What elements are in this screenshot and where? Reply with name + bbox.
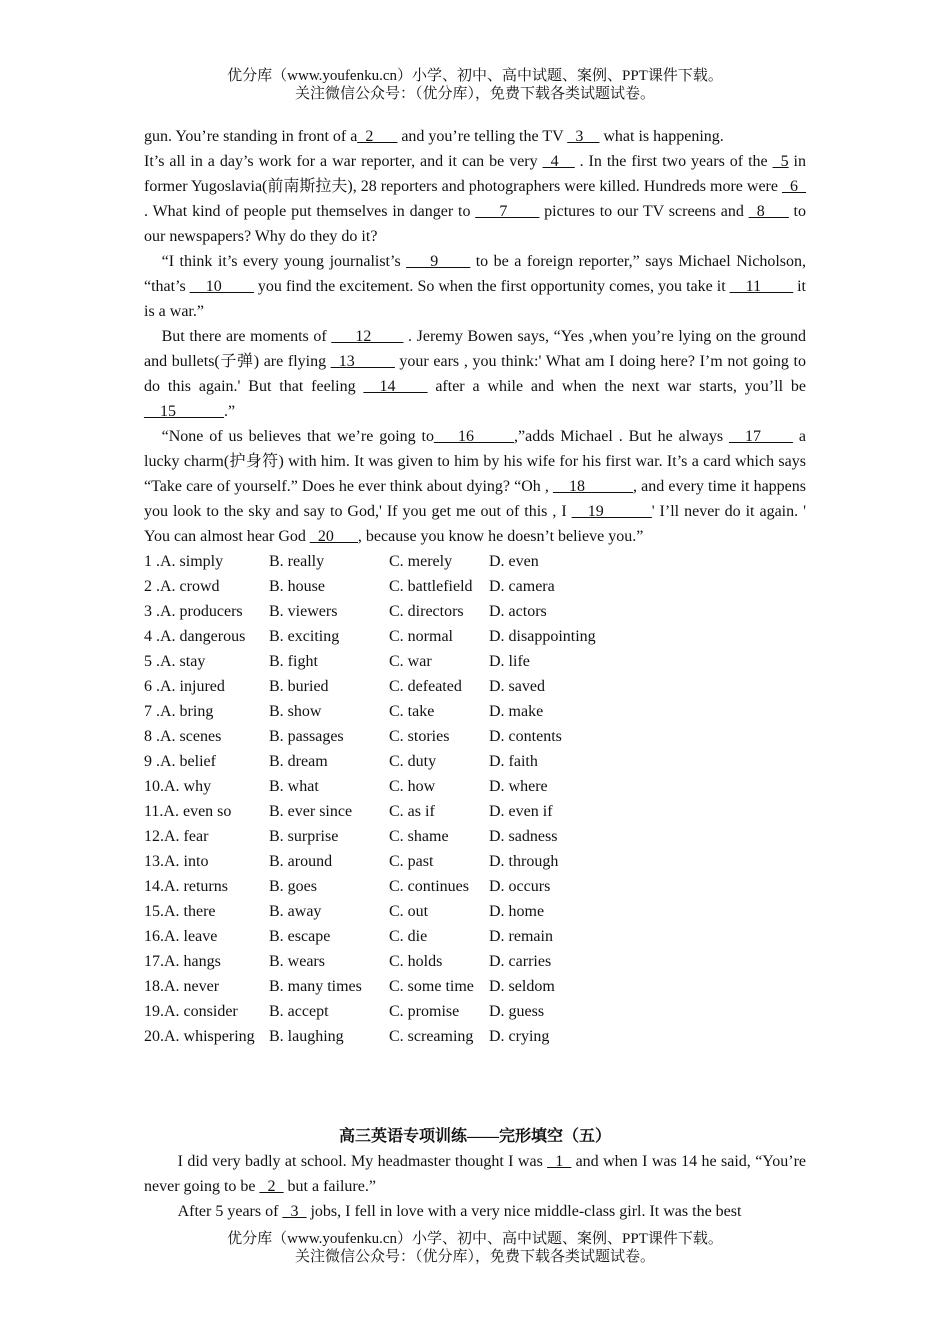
option-b: B. fight (269, 653, 318, 670)
option-a: 8 .A. scenes (144, 728, 222, 745)
option-a: 15.A. there (144, 903, 216, 920)
section-title: 高三英语专项训练——完形填空（五） (338, 1128, 611, 1145)
option-a: 13.A. into (144, 853, 209, 870)
option-d: D. remain (489, 928, 553, 945)
option-row (144, 949, 806, 974)
option-c: C. promise (389, 1003, 460, 1020)
s2-blank-3: _3_ (282, 1203, 307, 1220)
option-c: C. duty (389, 753, 437, 770)
blank-9: ___9____ (406, 253, 471, 270)
option-b: B. what (269, 778, 319, 795)
passage-paragraph-5: “None of us believes that we’re going to___16_____,”adds Michael . But he always __17____ a lucky charm(护身符) with him. It was given to him by his wife for his first war. It’s a card which says “Take care of yourself.” Does he ever think about dying? “Oh , __18______, and every time it happens you look to the sky and say to God,' If you get me out of this , I __19______' I’ll never do it again. ' You can almost hear God _20___, because you know he doesn’t believe you.” (144, 428, 807, 545)
option-d: D. seldom (489, 978, 555, 995)
option-d: D. disappointing (489, 628, 596, 645)
option-c: C. some time (389, 978, 474, 995)
option-row (144, 674, 806, 699)
option-d: D. through (489, 853, 559, 870)
blank-7: ___7____ (475, 203, 540, 220)
option-c: C. out (389, 903, 429, 920)
header-line-1: 优分库（www.youfenku.cn）小学、初中、高中试题、案例、PPT课件下载。 (227, 68, 723, 84)
option-b: B. wears (269, 953, 325, 970)
blank-13: _13_____ (330, 353, 395, 370)
option-a: 1 .A. simply (144, 553, 224, 570)
option-d: D. faith (489, 753, 538, 770)
option-a: 11.A. even so (144, 803, 232, 820)
option-c: C. as if (389, 803, 435, 820)
blank-8: _8___ (748, 203, 789, 220)
blank-14: __14____ (363, 378, 428, 395)
option-a: 12.A. fear (144, 828, 209, 845)
section2-paragraph-1: I did very badly at school. My headmaster thought I was _1_ and when I was 14 he said, “You’re never going to be _2_ but a failure.” (144, 1153, 807, 1195)
option-a: 16.A. leave (144, 928, 218, 945)
option-row (144, 624, 806, 649)
option-b: B. viewers (269, 603, 338, 620)
option-d: D. occurs (489, 878, 551, 895)
option-row (144, 974, 806, 999)
s2-blank-1: _1_ (547, 1153, 572, 1170)
option-c: C. shame (389, 828, 449, 845)
option-d: D. actors (489, 603, 547, 620)
option-b: B. buried (269, 678, 329, 695)
blank-12: ___12____ (331, 328, 404, 345)
option-row (144, 599, 806, 624)
option-a: 17.A. hangs (144, 953, 221, 970)
passage-paragraph-1: gun. You’re standing in front of a_2___ and you’re telling the TV _3__ what is happening. (144, 128, 724, 145)
option-row (144, 999, 806, 1024)
option-row (144, 574, 806, 599)
header-line-2: 关注微信公众号：（优分库），免费下载各类试题试卷。 (294, 86, 655, 102)
footer-line-1: 优分库（www.youfenku.cn）小学、初中、高中试题、案例、PPT课件下载。 (227, 1231, 723, 1247)
option-d: D. carries (489, 953, 552, 970)
option-row (144, 724, 806, 749)
option-row (144, 874, 806, 899)
option-row (144, 899, 806, 924)
blank-3: _3__ (567, 128, 600, 145)
blank-4: _4__ (542, 153, 575, 170)
option-d: D. sadness (489, 828, 558, 845)
s2-blank-2: _2_ (259, 1178, 284, 1195)
option-d: D. guess (489, 1003, 545, 1020)
blank-16: ___16_____ (434, 428, 515, 445)
option-d: D. even (489, 553, 539, 570)
option-row (144, 824, 806, 849)
option-row (144, 1024, 806, 1049)
option-d: D. even if (489, 803, 553, 820)
option-c: C. merely (389, 553, 453, 570)
option-a: 10.A. why (144, 778, 212, 795)
option-row (144, 849, 806, 874)
option-b: B. passages (269, 728, 344, 745)
option-row (144, 774, 806, 799)
blank-15: __15______ (144, 403, 224, 420)
option-c: C. screaming (389, 1028, 474, 1045)
option-a: 14.A. returns (144, 878, 228, 895)
option-b: B. house (269, 578, 325, 595)
option-c: C. take (389, 703, 435, 720)
option-b: B. exciting (269, 628, 340, 645)
option-c: C. past (389, 853, 434, 870)
passage-paragraph-3: “I think it’s every young journalist’s ___9____ to be a foreign reporter,” says Michael Nicholson, “that’s __10____ you find the excitement. So when the first opportunity comes, you take it __11____ it is a war.” (144, 253, 806, 320)
footer-line-2: 关注微信公众号：（优分库），免费下载各类试题试卷。 (294, 1249, 655, 1265)
option-a: 5 .A. stay (144, 653, 206, 670)
option-row (144, 699, 806, 724)
option-b: B. around (269, 853, 333, 870)
option-row (144, 924, 806, 949)
blank-11: __11____ (729, 278, 794, 295)
blank-20: _20___ (309, 528, 358, 545)
option-c: C. stories (389, 728, 450, 745)
passage-paragraph-2: It’s all in a day’s work for a war reporter, and it can be very _4__ . In the first two years of the _5 in former Yugoslavia(前南斯拉夫), 28 reporters and photographers were killed. Hundreds more were _6_ . What kind of people put themselves in danger to ___7____ pictures to our TV screens and _8___ to our newspapers? Why do they do it? (144, 153, 807, 245)
option-a: 7 .A. bring (144, 703, 214, 720)
option-b: B. escape (269, 928, 331, 945)
option-b: B. surprise (269, 828, 339, 845)
option-row (144, 749, 806, 774)
document-body (144, 124, 806, 1224)
option-c: C. die (389, 928, 428, 945)
option-row (144, 799, 806, 824)
option-d: D. home (489, 903, 545, 920)
section2-paragraph-2: After 5 years of _3_ jobs, I fell in love with a very nice middle-class girl. It was the best (177, 1203, 742, 1220)
option-b: B. laughing (269, 1028, 344, 1045)
option-row (144, 649, 806, 674)
option-a: 20.A. whispering (144, 1028, 255, 1045)
blank-6: _6_ (782, 178, 806, 195)
option-d: D. crying (489, 1028, 550, 1045)
option-row (144, 549, 806, 574)
option-c: C. defeated (389, 678, 462, 695)
option-a: 2 .A. crowd (144, 578, 220, 595)
option-b: B. dream (269, 753, 328, 770)
option-c: C. continues (389, 878, 469, 895)
option-a: 4 .A. dangerous (144, 628, 246, 645)
page-header (0, 67, 950, 103)
option-c: C. directors (389, 603, 464, 620)
option-c: C. how (389, 778, 436, 795)
option-c: C. holds (389, 953, 443, 970)
option-b: B. many times (269, 978, 362, 995)
option-b: B. really (269, 553, 325, 570)
option-a: 19.A. consider (144, 1003, 238, 1020)
option-b: B. away (269, 903, 322, 920)
option-d: D. make (489, 703, 544, 720)
option-a: 9 .A. belief (144, 753, 216, 770)
option-d: D. life (489, 653, 530, 670)
option-b: B. accept (269, 1003, 329, 1020)
blank-10: __10____ (189, 278, 254, 295)
blank-5: _5 (772, 153, 789, 170)
blank-2: _2___ (357, 128, 398, 145)
option-b: B. ever since (269, 803, 353, 820)
option-c: C. war (389, 653, 432, 670)
option-d: D. camera (489, 578, 555, 595)
answer-options (144, 549, 806, 1049)
option-b: B. goes (269, 878, 317, 895)
page-footer (0, 1230, 950, 1266)
option-d: D. contents (489, 728, 562, 745)
passage-paragraph-4: But there are moments of ___12____ . Jeremy Bowen says, “Yes ,when you’re lying on the ground and bullets(子弹) are flying _13_____ your ears , you think:' What am I doing here? I’m not going to do this again.' But that feeling __14____ after a while and when the next war starts, you’ll be __15______.” (144, 328, 806, 420)
option-c: C. battlefield (389, 578, 473, 595)
blank-17: __17____ (729, 428, 793, 445)
option-c: C. normal (389, 628, 453, 645)
option-b: B. show (269, 703, 322, 720)
blank-19: __19______ (571, 503, 652, 520)
option-d: D. saved (489, 678, 545, 695)
option-a: 3 .A. producers (144, 603, 243, 620)
option-a: 6 .A. injured (144, 678, 225, 695)
blank-18: __18______ (553, 478, 634, 495)
option-d: D. where (489, 778, 548, 795)
option-a: 18.A. never (144, 978, 220, 995)
